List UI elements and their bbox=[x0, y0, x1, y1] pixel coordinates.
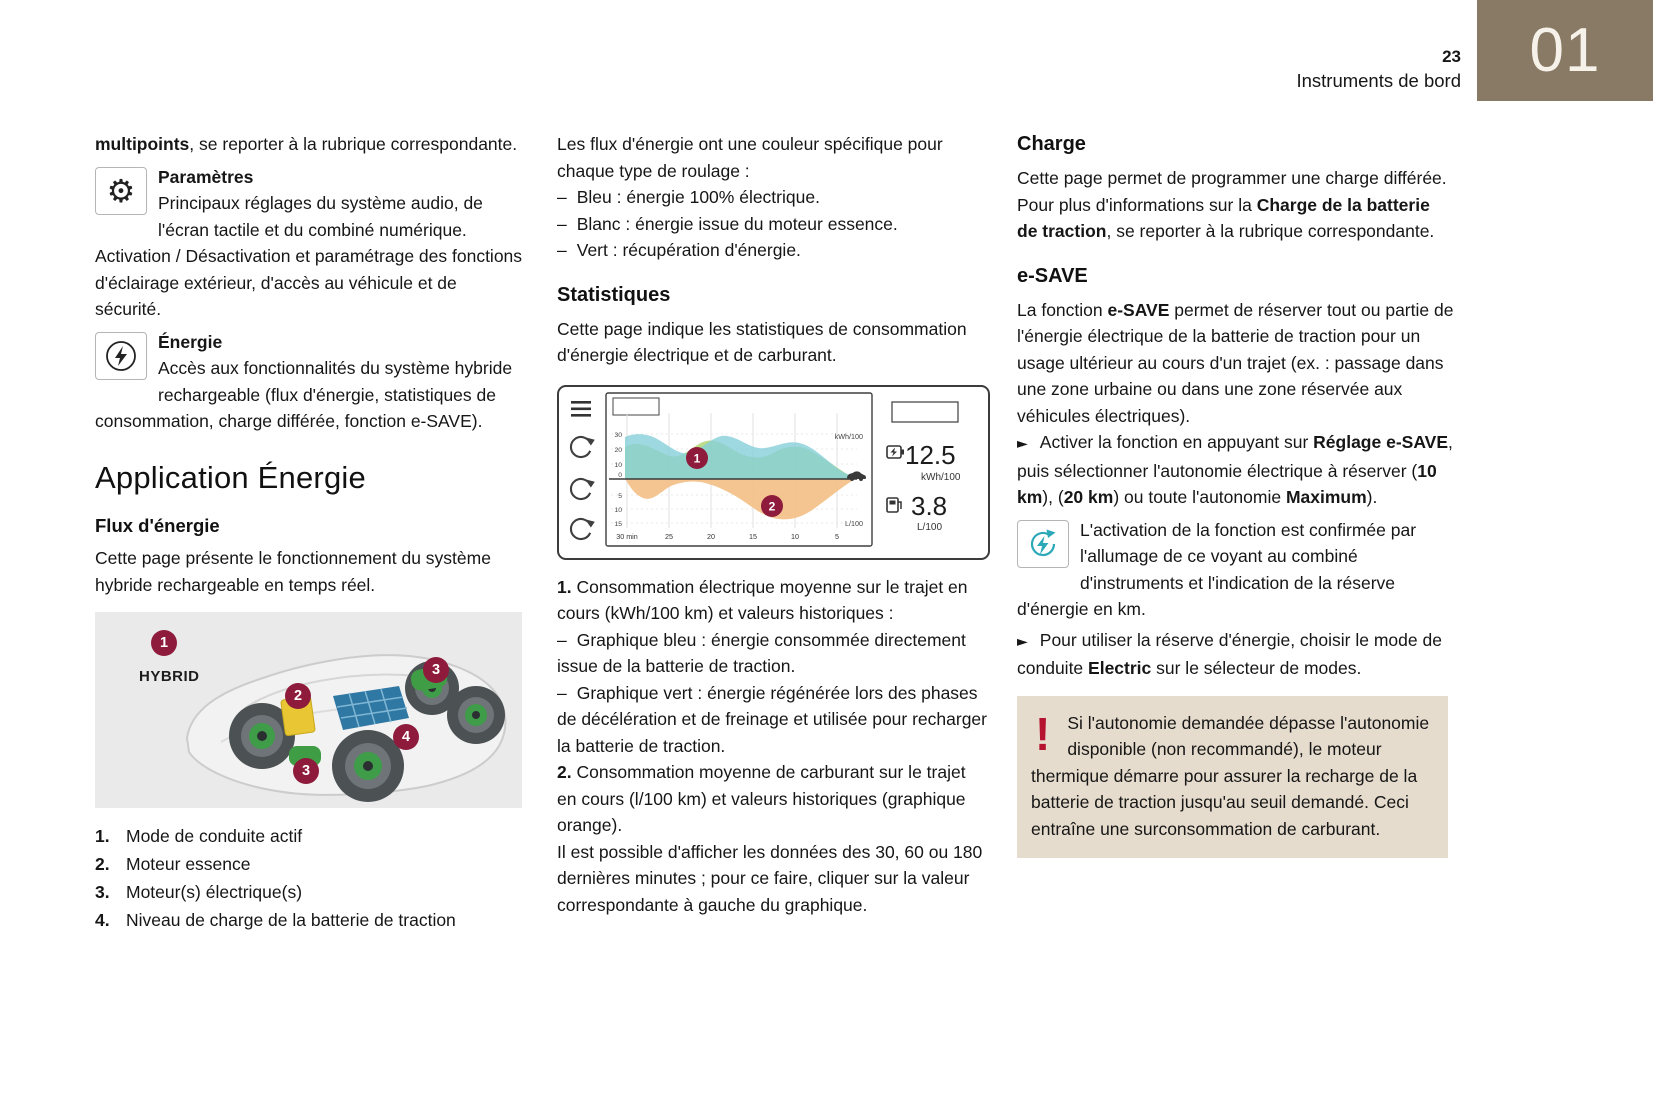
svg-text:20: 20 bbox=[707, 531, 715, 541]
gear-icon bbox=[95, 167, 147, 215]
bullet-green: – Vert : récupération d'énergie. bbox=[557, 240, 801, 260]
svg-text:1: 1 bbox=[693, 451, 701, 465]
header-section-title: Instruments de bord bbox=[1296, 70, 1461, 91]
svg-text:10: 10 bbox=[791, 531, 799, 541]
svg-text:30: 30 bbox=[614, 431, 622, 439]
figure-badge-2: 2 bbox=[285, 683, 311, 709]
kwh-unit: kWh/100 bbox=[921, 471, 961, 483]
svg-text:15: 15 bbox=[614, 520, 622, 528]
bullet-white: – Blanc : énergie issue du moteur essence. bbox=[557, 213, 898, 234]
stats-footnote: Il est possible d'afficher les données des 30, 60 ou 180 dernières minutes ; pour ce faire, cliquer sur la valeur correspondante à gauche du graphique. bbox=[557, 841, 983, 915]
stats-bullet-green: – Graphique vert : énergie régénérée lors des phases de décélération et de freinage et utilisée pour recharger la batterie de traction. bbox=[557, 682, 987, 756]
ev-charge-icon bbox=[887, 446, 904, 458]
warning-text: Si l'autonomie demandée dépasse l'autonomie disponible (non recommandé), le moteur thermique démarre pour assurer la recharge de la batterie de traction jusqu'au seuil demandé. Ceci entraîne une surconsommation de carburant. bbox=[1031, 712, 1430, 839]
flux-intro-paragraph: Cette page présente le fonctionnement du système hybride rechargeable en temps réel. bbox=[95, 548, 491, 595]
fuel-value: 3.8 bbox=[911, 490, 948, 521]
svg-text:10: 10 bbox=[614, 506, 622, 514]
energy-flow-figure bbox=[95, 612, 522, 808]
esave-indicator-icon-art bbox=[1025, 526, 1061, 562]
energy-title: Énergie bbox=[158, 331, 223, 352]
svg-text:2: 2 bbox=[768, 499, 776, 513]
flux-energie-heading: Flux d'énergie bbox=[95, 514, 220, 536]
svg-text:25: 25 bbox=[665, 531, 673, 541]
fuel-unit: L/100 bbox=[917, 521, 943, 533]
statistics-screen-figure bbox=[557, 385, 990, 560]
period-30min-icon bbox=[571, 437, 595, 457]
svg-text:5: 5 bbox=[835, 531, 839, 541]
settings-entry bbox=[95, 164, 527, 323]
svg-text:5: 5 bbox=[618, 492, 622, 500]
energy-bolt-icon bbox=[95, 332, 147, 380]
stats-item-1: 1. Consommation électrique moyenne sur le trajet en cours (kWh/100 km) et valeurs historiques : bbox=[557, 576, 968, 623]
page-number: 23 bbox=[1442, 47, 1461, 66]
figure-badge-3b: 3 bbox=[293, 758, 319, 784]
charge-heading: Charge bbox=[1017, 133, 1086, 155]
statistiques-heading: Statistiques bbox=[557, 283, 671, 306]
chapter-number-badge bbox=[1477, 0, 1653, 101]
diagram-legend bbox=[95, 822, 527, 934]
screen-top-right-box bbox=[892, 402, 958, 422]
settings-title: Paramètres bbox=[158, 166, 254, 187]
energy-body: Accès aux fonctionnalités du système hybride rechargeable (flux d'énergie, statistiques de consommation, charge différée, fonction e-SAVE). bbox=[95, 358, 513, 431]
svg-text:0: 0 bbox=[618, 471, 622, 479]
legend-item: 4. Niveau de charge de la batterie de traction bbox=[95, 910, 456, 930]
wheel bbox=[447, 686, 505, 744]
stats-bullet-blue: – Graphique bleu : énergie consommée directement issue de la batterie de traction. bbox=[557, 629, 966, 676]
warning-exclamation-icon: ! bbox=[1035, 707, 1051, 760]
gear-glyph: ⚙ bbox=[106, 171, 136, 210]
esave-heading: e-SAVE bbox=[1017, 264, 1088, 287]
legend-item: 1. Mode de conduite actif bbox=[95, 826, 303, 846]
menu-icon bbox=[571, 401, 591, 417]
stats-intro: Cette page indique les statistiques de consommation d'énergie électrique et de carburant. bbox=[557, 318, 967, 365]
svg-text:10: 10 bbox=[614, 461, 622, 469]
hybrid-mode-label: HYBRID bbox=[139, 668, 200, 685]
fuel-pump-icon bbox=[887, 498, 901, 512]
column-right bbox=[1017, 131, 1454, 858]
period-60min-icon bbox=[571, 479, 595, 499]
column-middle bbox=[557, 131, 989, 918]
esave-indicator-text: L'activation de la fonction est confirmée par l'allumage de ce voyant au combiné d'instruments et l'indication de la réserve d'énergie en km. bbox=[1017, 519, 1417, 619]
warning-box bbox=[1017, 696, 1448, 859]
kwh-value: 12.5 bbox=[905, 439, 956, 470]
settings-body: Principaux réglages du système audio, de l'écran tactile et du combiné numérique. Activation / Désactivation et paramétrage des fonctions d'éclairage extérieur, d'accès au véhicule et de sécurité. bbox=[95, 193, 523, 319]
esave-paragraph-1: La fonction e-SAVE permet de réserver tout ou partie de l'énergie électrique de la batterie de traction pour un usage ultérieur au cours d'un trajet (ex. : passage dans une zone urbaine ou dans une zone réservée aux véhicules électriques). bbox=[1017, 299, 1454, 426]
energy-bolt-icon-art bbox=[104, 339, 138, 373]
period-180min-icon bbox=[571, 519, 595, 539]
intro-paragraph: multipoints, se reporter à la rubrique correspondante. bbox=[95, 134, 518, 154]
charge-paragraph-1: Cette page permet de programmer une charge différée. bbox=[1017, 168, 1447, 188]
chart-unit-bottom: L/100 bbox=[845, 518, 863, 528]
energy-entry bbox=[95, 329, 527, 435]
flux-colors-intro: Les flux d'énergie ont une couleur spécifique pour chaque type de roulage : bbox=[557, 134, 943, 181]
arrow-marker: ► bbox=[1017, 436, 1028, 452]
svg-text:30 min: 30 min bbox=[616, 531, 638, 541]
esave-activation-step: ► Activer la fonction en appuyant sur Réglage e-SAVE, puis sélectionner l'autonomie électrique à réserver (10 km), (20 km) ou toute l'autonomie Maximum). bbox=[1017, 432, 1453, 507]
bullet-blue: – Bleu : énergie 100% électrique. bbox=[557, 187, 820, 207]
figure-badge-3: 3 bbox=[423, 657, 449, 683]
esave-indicator-icon bbox=[1017, 520, 1069, 568]
chapter-number: 01 bbox=[1529, 16, 1601, 85]
chart-unit-top: kWh/100 bbox=[834, 431, 863, 441]
charge-paragraph-2: Pour plus d'informations sur la Charge de la batterie de traction, se reporter à la rubrique correspondante. bbox=[1017, 194, 1435, 241]
legend-item: 3. Moteur(s) électrique(s) bbox=[95, 882, 303, 902]
application-energie-heading: Application Énergie bbox=[95, 459, 366, 495]
statistics-screen-art bbox=[559, 387, 984, 554]
esave-electric-step: ► Pour utiliser la réserve d'énergie, choisir le mode de conduite Electric sur le sélecteur de modes. bbox=[1017, 629, 1442, 678]
column-left bbox=[95, 131, 527, 934]
stats-item-2: 2. Consommation moyenne de carburant sur le trajet en cours (l/100 km) et valeurs historiques (graphique orange). bbox=[557, 762, 966, 835]
figure-badge-1: 1 bbox=[151, 630, 177, 656]
arrow-marker: ► bbox=[1017, 633, 1028, 650]
svg-text:20: 20 bbox=[614, 446, 622, 454]
svg-text:15: 15 bbox=[749, 531, 757, 541]
figure-badge-4: 4 bbox=[393, 724, 419, 750]
esave-indicator-entry bbox=[1017, 517, 1454, 623]
legend-item: 2. Moteur essence bbox=[95, 854, 251, 874]
